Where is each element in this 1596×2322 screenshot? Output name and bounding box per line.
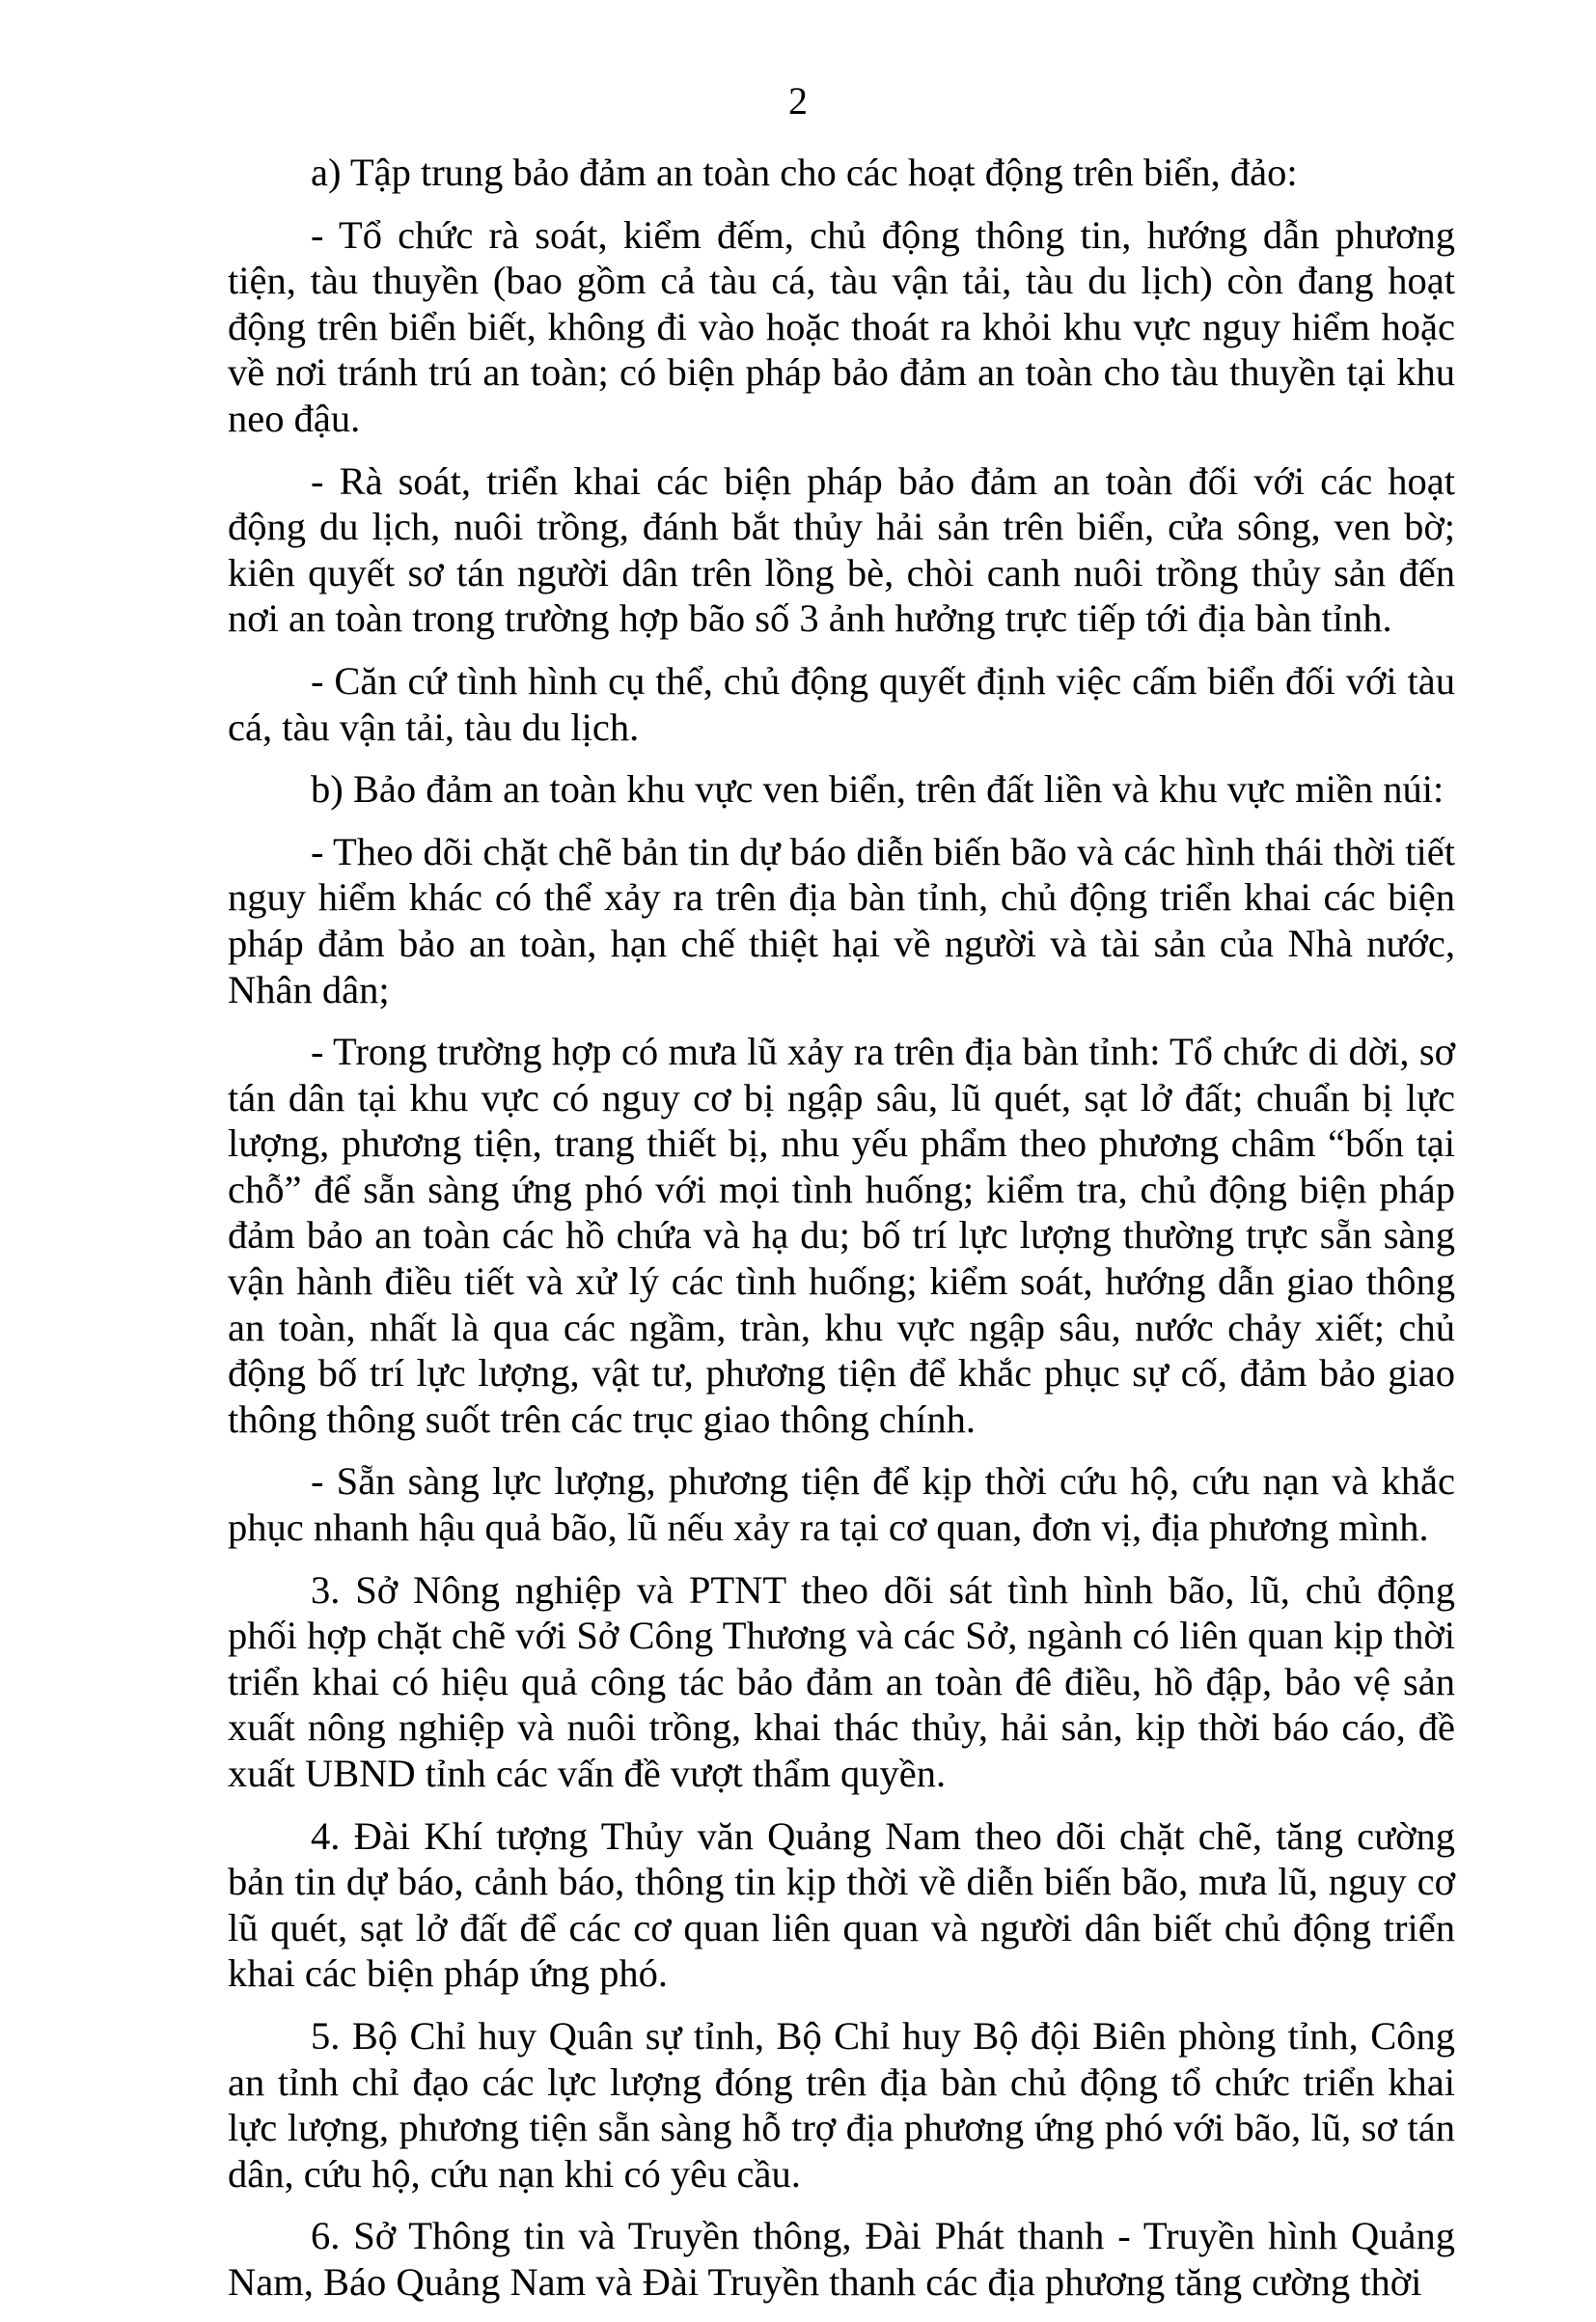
paragraph-aquaculture-safety: - Rà soát, triển khai các biện pháp bảo đảm an toàn đối với các hoạt động du lịch, nuôi trồng, đánh bắt thủy hải sản trên biển, cửa sông, ven bờ; kiên quyết sơ tán người dân trên lồng bè, chòi canh nuôi trồng thủy sản đến nơi an toàn trong trường hợp bão số 3 ảnh hưởng trực tiếp tới địa bàn tỉnh. bbox=[228, 458, 1455, 641]
paragraph-a-heading: a) Tập trung bảo đảm an toàn cho các hoạt động trên biển, đảo: bbox=[311, 151, 1298, 194]
paragraph-b-heading: b) Bảo đảm an toàn khu vực ven biển, trên đất liền và khu vực miền núi: bbox=[311, 767, 1445, 812]
paragraph-flood-response: - Trong trường hợp có mưa lũ xảy ra trên địa bàn tỉnh: Tổ chức di dời, sơ tán dân tại khu vực có nguy cơ bị ngập sâu, lũ quét, sạt lở đất; chuẩn bị lực lượng, phương tiện, trang thiết bị, nhu yếu phẩm theo phương châm “bốn tại chỗ” để sẵn sàng ứng phó với mọi tình huống; kiểm tra, chủ động biện pháp đảm bảo an toàn các hồ chứa và hạ du; bố trí lực lượng thường trực sẵn sàng vận hành điều tiết và xử lý các tình huống; kiểm soát, hướng dẫn giao thông an toàn, nhất là qua các ngầm, tràn, khu vực ngập sâu, nước chảy xiết; chủ động bố trí lực lượng, vật tư, phương tiện để khắc phục sự cố, đảm bảo giao thông thông suốt trên các trục giao thông chính. bbox=[228, 1030, 1455, 1441]
paragraph-vessel-review: - Tổ chức rà soát, kiểm đếm, chủ động thông tin, hướng dẫn phương tiện, tàu thuyền (bao gồm cả tàu cá, tàu vận tải, tàu du lịch) còn đang hoạt động trên biển biết, không đi vào hoặc thoát ra khỏi khu vực nguy hiểm hoặc về nơi tránh trú an toàn; có biện pháp bảo đảm an toàn cho tàu thuyền tại khu neo đậu. bbox=[228, 212, 1455, 440]
paragraph-item-3: 3. Sở Nông nghiệp và PTNT theo dõi sát tình hình bão, lũ, chủ động phối hợp chặt chẽ với Sở Công Thương và các Sở, ngành có liên quan kịp thời triển khai có hiệu quả công tác bảo đảm an toàn đê điều, hồ đập, bảo vệ sản xuất nông nghiệp và nuôi trồng, khai thác thủy, hải sản, kịp thời báo cáo, đề xuất UBND tỉnh các vấn đề vượt thẩm quyền. bbox=[228, 1567, 1455, 1795]
document-body bbox=[228, 150, 1455, 2322]
paragraph-forecast-monitoring: - Theo dõi chặt chẽ bản tin dự báo diễn biến bão và các hình thái thời tiết nguy hiểm khác có thể xảy ra trên địa bàn tỉnh, chủ động triển khai các biện pháp đảm bảo an toàn, hạn chế thiệt hại về người và tài sản của Nhà nước, Nhân dân; bbox=[228, 829, 1455, 1011]
paragraph-item-4: 4. Đài Khí tượng Thủy văn Quảng Nam theo dõi chặt chẽ, tăng cường bản tin dự báo, cảnh báo, thông tin kịp thời về diễn biến bão, mưa lũ, nguy cơ lũ quét, sạt lở đất để các cơ quan liên quan và người dân biết chủ động triển khai các biện pháp ứng phó. bbox=[228, 1813, 1455, 1996]
page-number: 2 bbox=[788, 79, 808, 123]
paragraph-item-5: 5. Bộ Chỉ huy Quân sự tỉnh, Bộ Chỉ huy Bộ đội Biên phòng tỉnh, Công an tỉnh chỉ đạo các lực lượng đóng trên địa bàn chủ động tổ chức triển khai lực lượng, phương tiện sẵn sàng hỗ trợ địa phương ứng phó với bão, lũ, sơ tán dân, cứu hộ, cứu nạn khi có yêu cầu. bbox=[228, 2013, 1455, 2196]
paragraph-rescue-readiness: - Sẵn sàng lực lượng, phương tiện để kịp thời cứu hộ, cứu nạn và khắc phục nhanh hậu quả bão, lũ nếu xảy ra tại cơ quan, đơn vị, địa phương mình. bbox=[228, 1459, 1455, 1550]
paragraph-item-6: 6. Sở Thông tin và Truyền thông, Đài Phát thanh - Truyền hình Quảng Nam, Báo Quảng Nam và Đài Truyền thanh các địa phương tăng cường thời bbox=[228, 2214, 1455, 2304]
paragraph-sea-ban: - Căn cứ tình hình cụ thể, chủ động quyết định việc cấm biển đối với tàu cá, tàu vận tải, tàu du lịch. bbox=[228, 658, 1455, 749]
